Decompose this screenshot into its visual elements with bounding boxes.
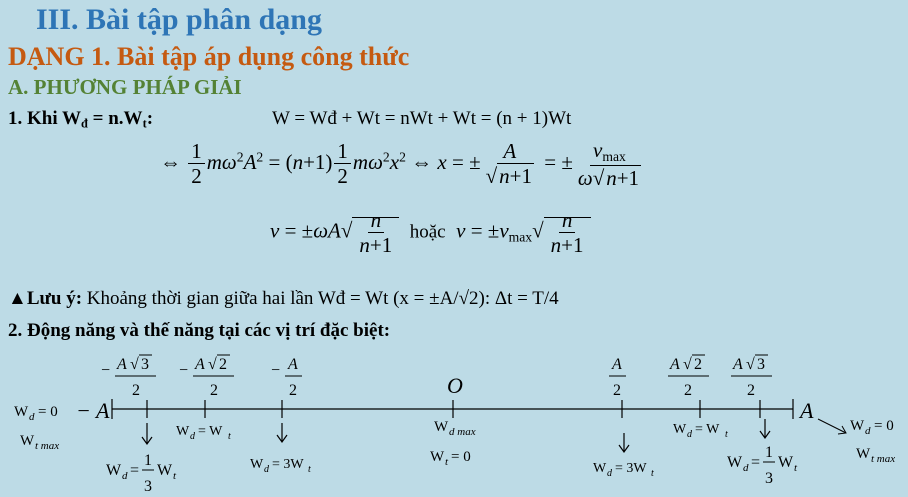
svg-text:= 0: = 0: [38, 404, 58, 420]
svg-text:W: W: [856, 446, 871, 462]
svg-text:−: −: [270, 362, 281, 379]
equation-energy: ⇔ $\frac{1}{2}$ $m\omega^2A^2 = (n+1)$ $\frac{1}{2}$ $m\omega^2x^2$ ⇔ x = ± $\frac{A}{√n+1}$ = ± $\frac{v_{max}}{\omega√n+1}$: [160, 138, 640, 190]
neg-end-label: − A: [76, 398, 110, 423]
relation-neg-half: [250, 457, 311, 475]
svg-text:√: √: [746, 356, 755, 373]
type-title: DẠNG 1. Bài tập áp dụng công thức: [8, 42, 410, 71]
svg-text:A: A: [288, 356, 298, 373]
tick-label-neg-sqrt2: [178, 355, 234, 399]
svg-text:d: d: [190, 431, 195, 442]
relation-pos-half: [593, 461, 654, 479]
svg-text:W: W: [673, 422, 687, 437]
svg-text:t: t: [308, 464, 311, 475]
svg-text:t: t: [173, 470, 177, 482]
svg-text:3: 3: [144, 478, 152, 495]
svg-text:W: W: [778, 454, 794, 471]
svg-text:t: t: [725, 429, 728, 440]
svg-text:d: d: [607, 468, 612, 479]
svg-text:3: 3: [765, 470, 773, 487]
right-end-state: [850, 418, 895, 465]
svg-text:W: W: [14, 404, 29, 420]
svg-text:2: 2: [694, 356, 702, 373]
svg-text:d: d: [743, 462, 749, 474]
svg-text:t: t: [445, 456, 449, 468]
svg-text:=: =: [130, 462, 140, 479]
section-title: III. Bài tập phân dạng: [36, 3, 322, 36]
svg-text:W: W: [430, 449, 445, 465]
svg-text:t max: t max: [871, 453, 896, 465]
svg-text:= 0: = 0: [451, 449, 471, 465]
svg-text:√: √: [683, 356, 692, 373]
equation-velocity: v = ±ωA√ $\frac{n}{n+1}$ hoặc $v = \pm v_{max}√$ $\frac{n}{n+1}$: [270, 208, 591, 257]
center-state: [430, 419, 476, 468]
warning-triangle-icon: ▲: [8, 288, 27, 309]
svg-text:= 3W: = 3W: [272, 457, 304, 472]
svg-text:√: √: [208, 356, 217, 373]
svg-text:A: A: [733, 356, 743, 373]
svg-text:W: W: [727, 454, 743, 471]
svg-text:−: −: [178, 362, 189, 379]
svg-text:A: A: [117, 356, 127, 373]
svg-text:W: W: [176, 424, 190, 439]
svg-text:3: 3: [757, 356, 765, 373]
svg-text:1: 1: [144, 452, 152, 469]
svg-text:d: d: [264, 464, 269, 475]
case1-heading: 1. Khi $W_đ = n.W_t$:: [8, 108, 154, 131]
method-title: A. PHƯƠNG PHÁP GIẢI: [8, 75, 242, 99]
svg-text:A: A: [612, 356, 622, 373]
tick-label-pos-half: [609, 356, 626, 399]
svg-text:−: −: [100, 362, 111, 379]
relation-pos-sqrt2: [673, 422, 728, 440]
svg-text:t: t: [228, 431, 231, 442]
svg-text:3: 3: [141, 356, 149, 373]
svg-text:2: 2: [747, 382, 755, 399]
svg-text:= 3W: = 3W: [615, 461, 647, 476]
svg-text:W: W: [593, 461, 607, 476]
svg-text:2: 2: [210, 382, 218, 399]
left-end-state: [14, 404, 59, 452]
svg-text:t: t: [651, 468, 654, 479]
svg-text:W: W: [157, 462, 173, 479]
relation-neg-sqrt3: [106, 452, 177, 495]
svg-text:t max: t max: [35, 440, 60, 452]
case2-heading: 2. Động năng và thế năng tại các vị trí đặc biệt:: [8, 320, 391, 341]
svg-text:= W: = W: [198, 424, 223, 439]
relation-pos-sqrt3: [727, 444, 798, 487]
svg-text:d: d: [29, 411, 35, 423]
svg-text:W: W: [250, 457, 264, 472]
equation-w-sum: W = Wđ + Wt = nWt + Wt = (n + 1)Wt: [272, 108, 572, 129]
svg-text:d: d: [865, 425, 871, 437]
svg-text:2: 2: [613, 382, 621, 399]
svg-text:2: 2: [132, 382, 140, 399]
svg-text:2: 2: [219, 356, 227, 373]
svg-text:d: d: [687, 429, 692, 440]
svg-text:= W: = W: [695, 422, 720, 437]
tick-label-neg-sqrt3: [100, 355, 156, 399]
svg-text:A: A: [195, 356, 205, 373]
svg-text:W: W: [106, 462, 122, 479]
svg-text:= 0: = 0: [874, 418, 894, 434]
svg-text:W: W: [850, 418, 865, 434]
svg-text:W: W: [434, 419, 449, 435]
svg-text:d: d: [122, 470, 128, 482]
energy-axis-diagram: [0, 345, 908, 497]
relation-neg-sqrt2: [176, 424, 231, 442]
svg-text:2: 2: [684, 382, 692, 399]
tick-label-pos-sqrt3: [731, 355, 772, 399]
note-line: ▲Lưu ý: Khoảng thời gian giữa hai lần Wđ = Wt (x = ±A/√2): Δt = T/4: [8, 288, 559, 309]
svg-text:=: =: [751, 454, 761, 471]
svg-text:√: √: [130, 356, 139, 373]
svg-text:2: 2: [289, 382, 297, 399]
pos-end-label: A: [800, 398, 814, 423]
svg-text:W: W: [20, 433, 35, 449]
svg-text:d max: d max: [449, 426, 476, 438]
origin-label: O: [447, 373, 463, 398]
svg-text:1: 1: [765, 444, 773, 461]
svg-text:t: t: [794, 462, 798, 474]
right-end-arrow: [818, 419, 846, 433]
svg-text:A: A: [670, 356, 680, 373]
tick-label-neg-half: [270, 356, 302, 399]
tick-label-pos-sqrt2: [668, 355, 709, 399]
